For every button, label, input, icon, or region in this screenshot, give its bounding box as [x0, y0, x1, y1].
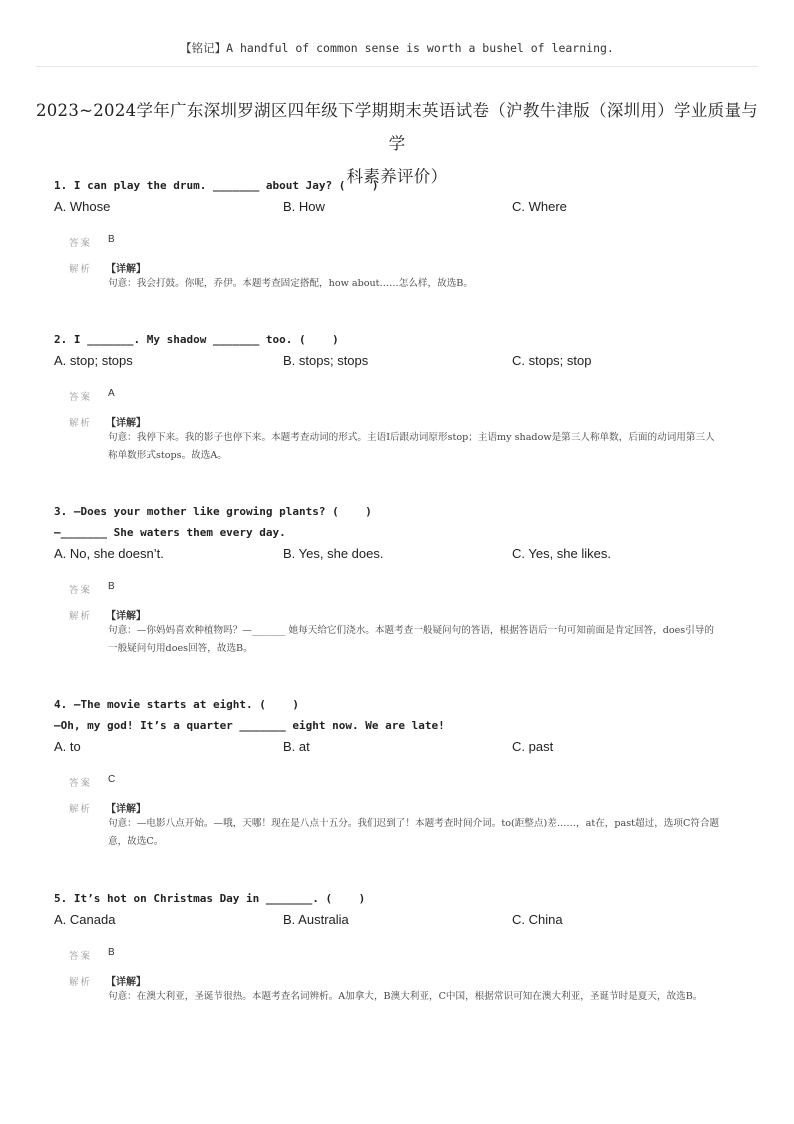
- option-a[interactable]: A. No, she doesn’t.: [54, 546, 164, 561]
- analysis-tag: 解析: [69, 977, 93, 988]
- header-divider: [36, 66, 758, 67]
- option-c[interactable]: C. past: [512, 739, 554, 754]
- answer-tag: 答案: [69, 238, 93, 249]
- answer-tag: 答案: [69, 585, 93, 596]
- detail-text: 句意：—你妈妈喜欢种植物吗？—_______ 她每天给它们浇水。本题考查一般疑问句的答语，根据答语后一句可知前面是肯定回答，does引导的一般疑问句用does回答，故选B。: [108, 625, 714, 654]
- answer-tag: 答案: [69, 392, 93, 403]
- analysis-tag: 解析: [69, 611, 93, 622]
- question-stem: 5. It’s hot on Christmas Day in _______. ( ): [54, 892, 366, 905]
- analysis-tag: 解析: [69, 418, 93, 429]
- detail-text: 句意：—电影八点开始。—哦，天哪！现在是八点十五分。我们迟到了！本题考查时间介词。to(距整点)差……，at在，past超过，选项C符合题意，故选C。: [108, 818, 720, 847]
- motto-header: 【铭记】A handful of common sense is worth a bushel of learning.: [180, 41, 614, 55]
- answer-tag: 答案: [69, 951, 93, 962]
- option-a[interactable]: A. Whose: [54, 199, 111, 214]
- option-b[interactable]: B. at: [283, 739, 310, 754]
- title-line-1: 2023~2024学年广东深圳罗湖区四年级下学期期末英语试卷（沪教牛津版（深圳用）学业质量与学: [35, 101, 759, 153]
- option-b[interactable]: B. How: [283, 199, 325, 214]
- analysis-tag: 解析: [69, 264, 93, 275]
- detail-heading: 【详解】: [106, 418, 146, 429]
- answer-value: A: [108, 388, 115, 399]
- detail-text: 句意：我会打鼓。你呢，乔伊。本题考查固定搭配，how about……怎么样，故选B。: [108, 278, 473, 289]
- option-b[interactable]: B. Yes, she does.: [283, 546, 384, 561]
- option-b[interactable]: B. Australia: [283, 912, 349, 927]
- analysis-tag: 解析: [69, 804, 93, 815]
- detail-heading: 【详解】: [106, 611, 146, 622]
- answer-value: B: [108, 581, 115, 592]
- option-c[interactable]: C. stops; stop: [512, 353, 592, 368]
- option-a[interactable]: A. Canada: [54, 912, 116, 927]
- question-stem: 1. I can play the drum. _______ about Jay? ( ): [54, 179, 379, 192]
- detail-heading: 【详解】: [106, 264, 146, 275]
- question-stem: 3. —Does your mother like growing plants? ( ) —_______ She waters them every day.: [54, 505, 372, 539]
- question-stem: 4. —The movie starts at eight. ( ) —Oh, my god! It’s a quarter _______ eight now. We are late!: [54, 698, 445, 732]
- title-line-2: 科素养评价）: [346, 167, 448, 186]
- option-a[interactable]: A. stop; stops: [54, 353, 133, 368]
- option-b[interactable]: B. stops; stops: [283, 353, 369, 368]
- answer-value: B: [108, 234, 115, 245]
- option-a[interactable]: A. to: [54, 739, 81, 754]
- detail-heading: 【详解】: [106, 977, 146, 988]
- option-c[interactable]: C. Where: [512, 199, 567, 214]
- question-stem: 2. I _______. My shadow _______ too. ( ): [54, 333, 339, 346]
- detail-heading: 【详解】: [106, 804, 146, 815]
- option-c[interactable]: C. Yes, she likes.: [512, 546, 611, 561]
- answer-value: B: [108, 947, 115, 958]
- answer-value: C: [108, 774, 116, 785]
- detail-text: 句意：在澳大利亚，圣诞节很热。本题考查名词辨析。A加拿大，B澳大利亚，C中国，根据常识可知在澳大利亚，圣诞节时是夏天，故选B。: [108, 991, 703, 1002]
- answer-tag: 答案: [69, 778, 93, 789]
- option-c[interactable]: C. China: [512, 912, 563, 927]
- detail-text: 句意：我停下来。我的影子也停下来。本题考查动词的形式。主语I后跟动词原形stop；主语my shadow是第三人称单数，后面的动词用第三人称单数形式stops。故选A。: [108, 432, 715, 461]
